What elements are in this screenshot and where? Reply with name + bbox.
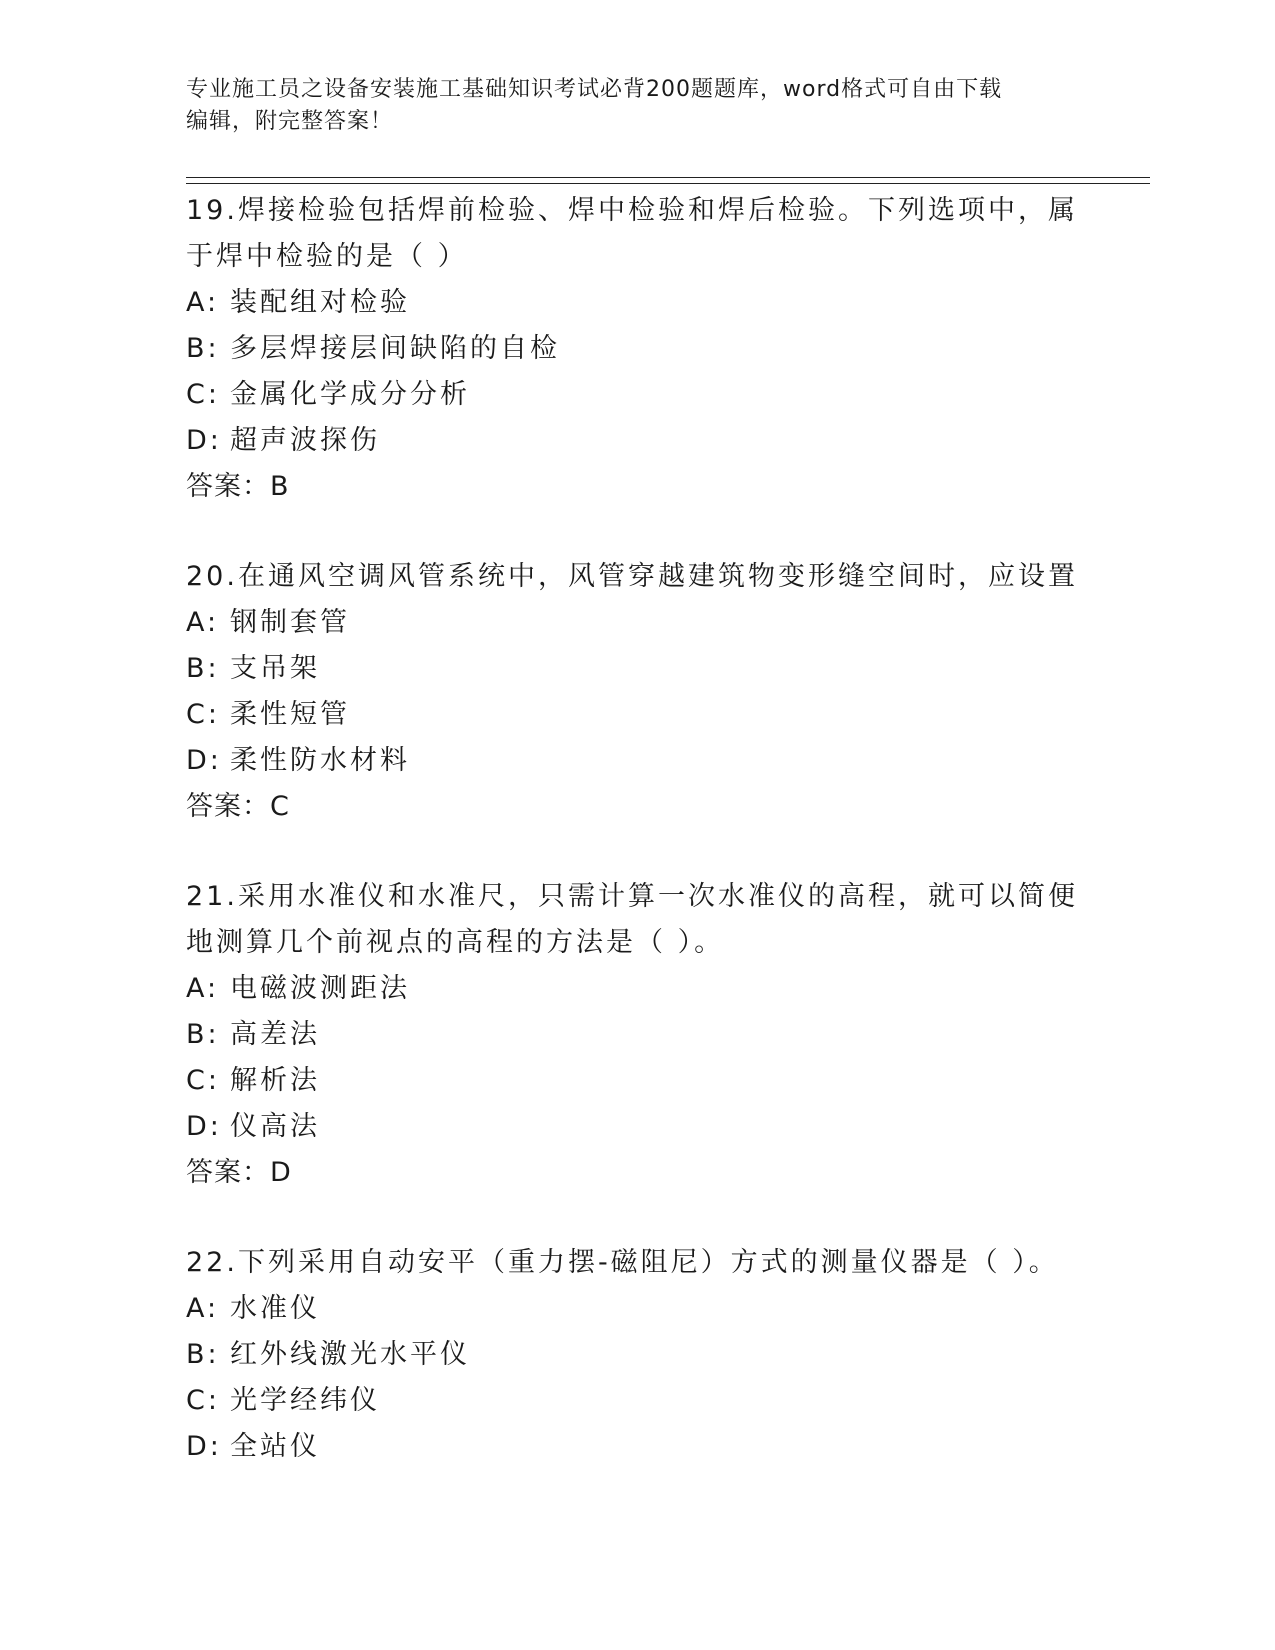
option-letter: D: — [186, 425, 222, 456]
option-letter: C: — [186, 1385, 220, 1416]
question-21 — [186, 874, 1086, 1196]
option-letter: D: — [186, 745, 222, 776]
option-text: 高差法 — [230, 1019, 320, 1050]
option-letter: B: — [186, 653, 220, 684]
option-text: 钢制套管 — [230, 607, 350, 638]
option-letter: C: — [186, 379, 220, 410]
option-text: 光学经纬仪 — [230, 1385, 380, 1416]
option-c — [186, 372, 1086, 418]
option-b — [186, 1012, 1086, 1058]
option-letter: D: — [186, 1111, 222, 1142]
option-text: 超声波探伤 — [230, 425, 380, 456]
option-letter: A: — [186, 1293, 220, 1324]
option-b — [186, 1332, 1086, 1378]
header-divider-bottom — [186, 183, 1150, 184]
question-19 — [186, 188, 1086, 510]
option-c — [186, 1378, 1086, 1424]
option-letter: B: — [186, 1019, 220, 1050]
question-stem: 21.采用水准仪和水准尺，只需计算一次水准仪的高程，就可以简便地测算几个前视点的高程的方法是（ ）。 — [186, 881, 1078, 958]
option-b — [186, 326, 1086, 372]
document-header — [186, 74, 1066, 138]
question-list — [186, 188, 1086, 1514]
option-letter: B: — [186, 333, 220, 364]
header-line-1: 专业施工员之设备安装施工基础知识考试必背200题题库，word格式可自由下载 — [186, 77, 1003, 102]
option-text: 支吊架 — [230, 653, 320, 684]
option-text: 装配组对检验 — [230, 287, 410, 318]
option-d — [186, 1424, 1086, 1470]
option-text: 柔性防水材料 — [230, 745, 410, 776]
question-stem: 19.焊接检验包括焊前检验、焊中检验和焊后检验。下列选项中，属于焊中检验的是（ ） — [186, 195, 1078, 272]
question-stem: 20.在通风空调风管系统中，风管穿越建筑物变形缝空间时，应设置 — [186, 561, 1078, 592]
answer-line: 答案：B — [186, 471, 290, 502]
option-text: 仪高法 — [230, 1111, 320, 1142]
option-c — [186, 1058, 1086, 1104]
question-stem: 22.下列采用自动安平（重力摆-磁阻尼）方式的测量仪器是（ ）。 — [186, 1247, 1059, 1278]
option-text: 多层焊接层间缺陷的自检 — [230, 333, 560, 364]
option-d — [186, 1104, 1086, 1150]
option-d — [186, 738, 1086, 784]
option-text: 解析法 — [230, 1065, 320, 1096]
option-b — [186, 646, 1086, 692]
option-letter: A: — [186, 973, 220, 1004]
question-22 — [186, 1240, 1086, 1470]
option-letter: D: — [186, 1431, 222, 1462]
option-letter: A: — [186, 607, 220, 638]
option-a — [186, 1286, 1086, 1332]
option-letter: A: — [186, 287, 220, 318]
option-text: 红外线激光水平仪 — [230, 1339, 470, 1370]
question-20 — [186, 554, 1086, 830]
header-line-2: 编辑，附完整答案！ — [186, 109, 394, 134]
option-a — [186, 966, 1086, 1012]
option-text: 水准仪 — [230, 1293, 320, 1324]
option-c — [186, 692, 1086, 738]
option-text: 全站仪 — [230, 1431, 320, 1462]
option-a — [186, 280, 1086, 326]
option-letter: C: — [186, 699, 220, 730]
option-letter: B: — [186, 1339, 220, 1370]
header-divider-top — [186, 177, 1150, 178]
answer-line: 答案：C — [186, 791, 290, 822]
option-text: 电磁波测距法 — [230, 973, 410, 1004]
option-a — [186, 600, 1086, 646]
option-d — [186, 418, 1086, 464]
option-text: 柔性短管 — [230, 699, 350, 730]
option-letter: C: — [186, 1065, 220, 1096]
option-text: 金属化学成分分析 — [230, 379, 470, 410]
answer-line: 答案：D — [186, 1157, 292, 1188]
